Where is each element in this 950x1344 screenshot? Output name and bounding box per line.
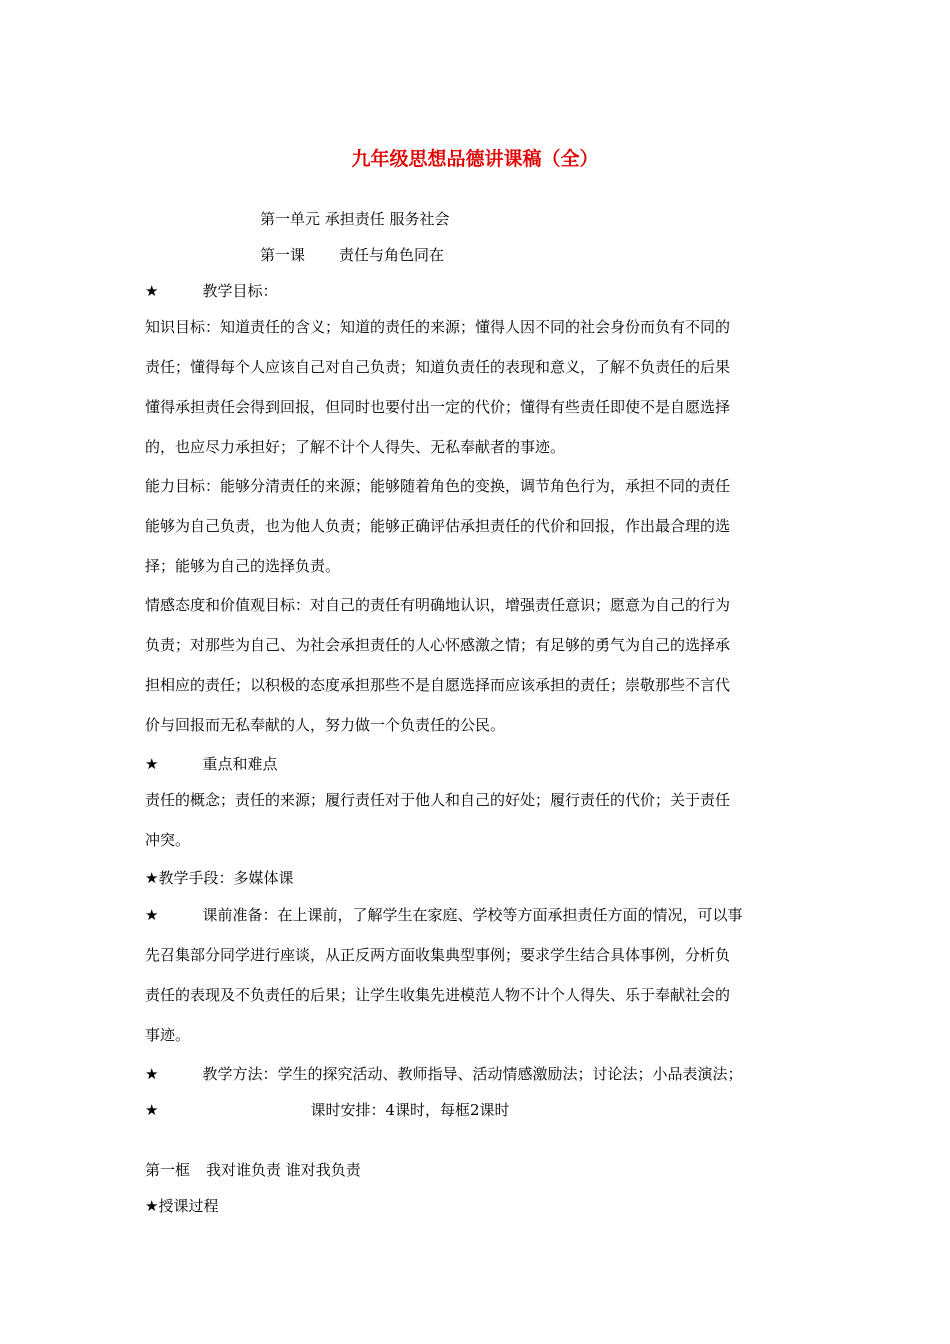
prep-line-2: 先召集部分同学进行座谈，从正反两方面收集典型事例；要求学生结合具体事例，分析负 — [145, 946, 731, 964]
prep-line-1 — [145, 905, 815, 925]
process-line — [145, 1196, 815, 1216]
star-icon: ★ — [145, 1197, 159, 1215]
star-icon: ★ — [145, 869, 159, 887]
lesson-heading — [260, 245, 930, 265]
unit-heading-text: 第一单元 承担责任 服务社会 — [260, 210, 450, 228]
knowledge-line-2: 责任；懂得每个人应该自己对自己负责；知道负责任的表现和意义，了解不负责任的后果 — [145, 358, 731, 376]
key-points-heading-text: 重点和难点 — [202, 755, 278, 773]
star-icon: ★ — [145, 1101, 159, 1119]
emotion-line-1: 情感态度和价值观目标：对自己的责任有明确地认识，增强责任意识；愿意为自己的行为 — [145, 596, 731, 614]
objectives-heading — [145, 281, 815, 301]
star-icon: ★ — [145, 282, 159, 300]
methods-text: 教学方法：学生的探究活动、教师指导、活动情感激励法；讨论法；小品表演法； — [202, 1065, 743, 1083]
star-icon: ★ — [145, 755, 159, 773]
star-icon: ★ — [145, 906, 159, 924]
knowledge-line-4: 的，也应尽力承担好；了解不计个人得失、无私奉献者的事迹。 — [145, 438, 566, 456]
knowledge-line-1: 知识目标：知道责任的含义；知道的责任的来源；懂得人因不同的社会身份而负有不同的 — [145, 318, 731, 336]
lesson-label: 第一课 — [260, 246, 306, 264]
schedule-text: 课时安排：4课时，每框2课时 — [310, 1101, 510, 1119]
means-text: 教学手段：多媒体课 — [158, 869, 294, 887]
prep-line-4: 事迹。 — [145, 1026, 191, 1044]
star-icon: ★ — [145, 1065, 159, 1083]
emotion-line-4: 价与回报而无私奉献的人，努力做一个负责任的公民。 — [145, 716, 506, 734]
key-points-line-1: 责任的概念；责任的来源；履行责任对于他人和自己的好处；履行责任的代价；关于责任 — [145, 791, 731, 809]
means-line — [145, 868, 815, 888]
unit-heading — [260, 209, 930, 229]
frame-label: 第一框 — [145, 1161, 191, 1179]
frame-heading — [145, 1160, 815, 1180]
ability-line-2: 能够为自己负责，也为他人负责；能够正确评估承担责任的代价和回报，作出最合理的选 — [145, 517, 731, 535]
schedule-line — [145, 1100, 815, 1120]
key-points-heading — [145, 754, 815, 774]
process-text: 授课过程 — [158, 1197, 219, 1215]
ability-line-3: 择；能够为自己的选择负责。 — [145, 557, 341, 575]
key-points-line-2: 冲突。 — [145, 831, 191, 849]
knowledge-line-3: 懂得承担责任会得到回报，但同时也要付出一定的代价；懂得有些责任即使不是自愿选择 — [145, 398, 731, 416]
ability-line-1: 能力目标：能够分清责任的来源；能够随着角色的变换，调节角色行为，承担不同的责任 — [145, 477, 731, 495]
prep-text-1: 课前准备：在上课前，了解学生在家庭、学校等方面承担责任方面的情况，可以事 — [202, 906, 743, 924]
document-title: 九年级思想品德讲课稿（全） — [351, 148, 599, 170]
methods-line — [145, 1064, 815, 1084]
frame-title: 我对谁负责 谁对我负责 — [206, 1161, 361, 1179]
emotion-line-3: 担相应的责任；以积极的态度承担那些不是自愿选择而应该承担的责任；崇敬那些不言代 — [145, 676, 731, 694]
prep-line-3: 责任的表现及不负责任的后果；让学生收集先进模范人物不计个人得失、乐于奉献社会的 — [145, 986, 731, 1004]
objectives-heading-text: 教学目标： — [202, 282, 278, 300]
lesson-title: 责任与角色同在 — [339, 246, 445, 264]
emotion-line-2: 负责；对那些为自己、为社会承担责任的人心怀感激之情；有足够的勇气为自己的选择承 — [145, 636, 731, 654]
